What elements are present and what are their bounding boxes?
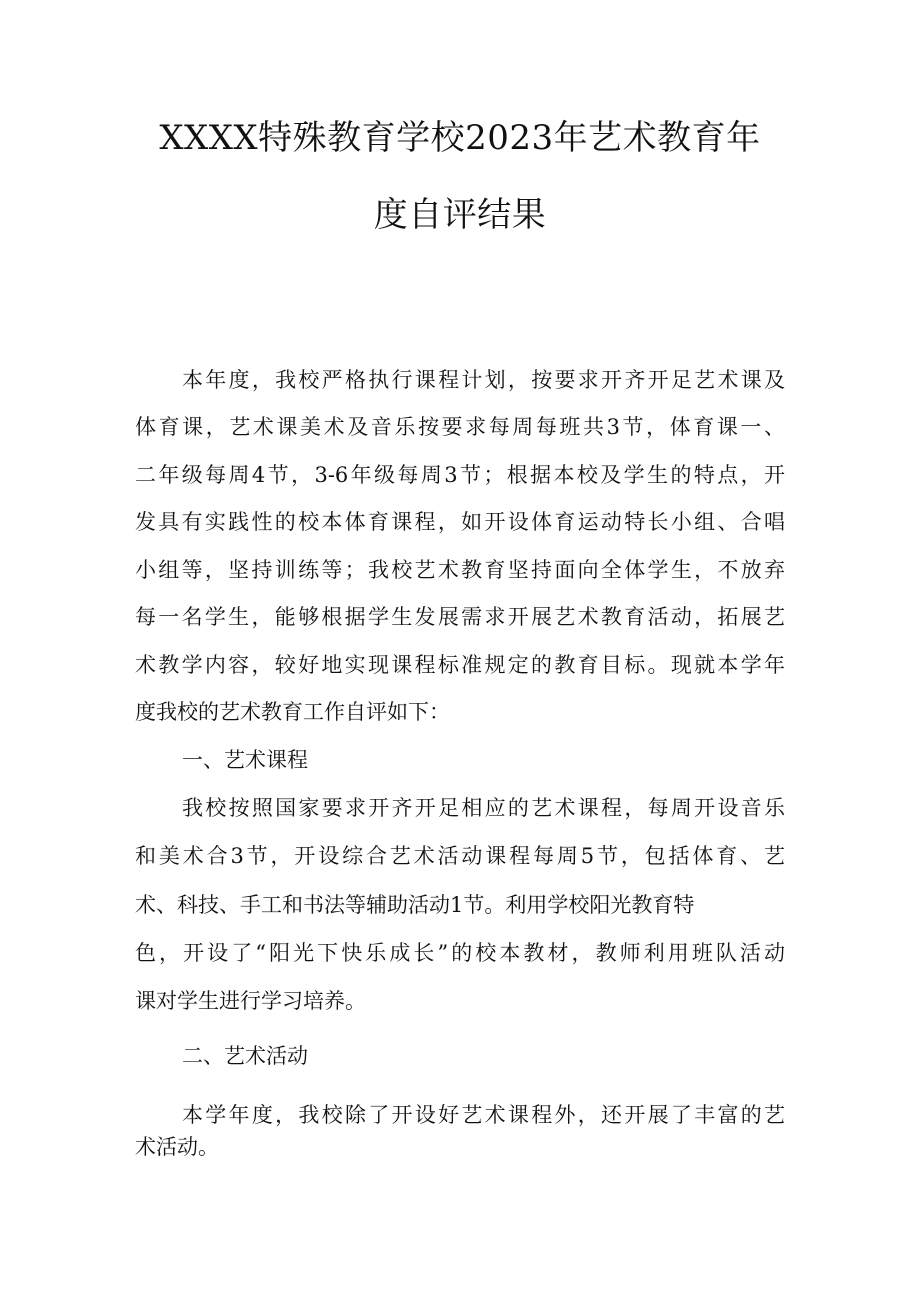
intro-line: 每一名学生，能够根据学生发展需求开展艺术教育活动，拓展艺 [135,605,785,629]
section2-line: 术活动。 [135,1135,219,1159]
section-heading-art-activities: 二、艺术活动 [182,1044,308,1068]
intro-line: 小组等，坚持训练等；我校艺术教育坚持面向全体学生，不放弃 [135,558,785,582]
intro-line: 二年级每周4节，3-6年级每周3节；根据本校及学生的特点，开 [135,463,785,487]
intro-line: 体育课，艺术课美术及音乐按要求每周每班共3节，体育课一、 [135,415,785,439]
intro-line: 发具有实践性的校本体育课程，如开设体育运动特长小组、合唱 [135,510,785,534]
document-title-line-2: 度自评结果 [373,195,547,235]
section1-line: 色，开设了“阳光下快乐成长”的校本教材，教师利用班队活动 [135,941,785,965]
intro-line: 度我校的艺术教育工作自评如下： [135,700,450,724]
document-title-line-1: XXXX特殊教育学校2023年艺术教育年 [159,118,761,158]
section1-line: 术、科技、手工和书法等辅助活动1节。利用学校阳光教育特 [135,893,695,917]
section1-line: 和美术合3节，开设综合艺术活动课程每周5节，包括体育、艺 [135,844,785,868]
section1-line: 课对学生进行学习培养。 [135,989,366,1013]
intro-line: 本年度，我校严格执行课程计划，按要求开齐开足艺术课及 [182,368,785,392]
section2-line: 本学年度，我校除了开设好艺术课程外，还开展了丰富的艺 [182,1103,785,1127]
intro-line: 术教学内容，较好地实现课程标准规定的教育目标。现就本学年 [135,653,785,677]
section-heading-art-courses: 一、艺术课程 [182,748,308,772]
section1-line: 我校按照国家要求开齐开足相应的艺术课程，每周开设音乐 [182,796,785,820]
